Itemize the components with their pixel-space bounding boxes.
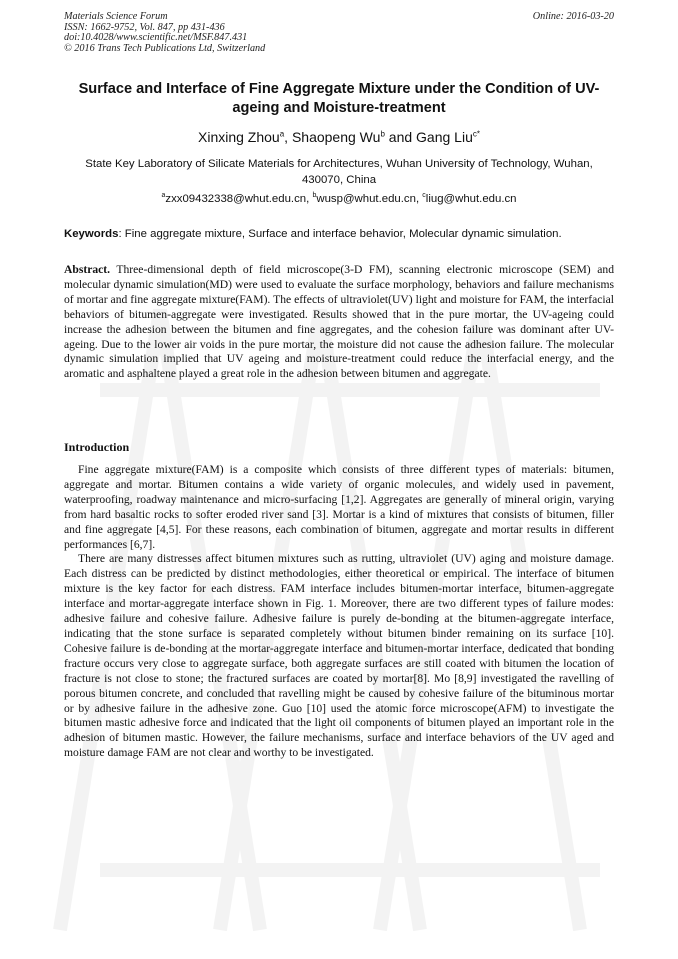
abstract-label: Abstract.: [64, 263, 111, 276]
keywords-text: : Fine aggregate mixture, Surface and interface behavior, Molecular dynamic simulation.: [118, 228, 562, 240]
email-superscript: c: [422, 192, 426, 200]
keywords-label: Keywords: [64, 228, 119, 240]
email-address[interactable]: liug@whut.edu.cn: [425, 193, 517, 205]
email-list: [60, 192, 618, 207]
author-list: [60, 128, 618, 146]
issn-line: ISSN: 1662-9752, Vol. 847, pp 431-436: [64, 21, 225, 33]
paragraph: There are many distresses affect bitumen mixtures such as rutting, ultraviolet (UV) aging and moisture damage. Each distress can be predicted by distinct methodologies, either theoretical or empirical. The interface of bitumen mixture is the key factor for each distress. FAM interface includes bitumen-mortar interface, bitumen-aggregate interface and mortar-aggregate interface shown in Fig. 1. Moreover, there are two different types of failure modes: adhesive failure and cohesive failure. Adhesive failure is purely de-bonding at the bitumen-aggregate interface, indicating that the stone surface is separated completely without bitumen binder remaining on its surface [10]. Cohesive failure is de-bonding at the mortar-aggregate interface and bitumen-mortar interface, dedicated that bonding fracture occurs very close to aggregate surface, both aggregate surfaces are still coated with bitumen the location of fracture is not close to stone; the fractured surfaces are coated by mortar[8]. Mo [8,9] investigated the ravelling of porous bitumen concrete, and concluded that ravelling might be caused by cohesive failure of the bituminous mortar or by adhesive failure in the adhesive zone. Guo [10] used the atomic force microscope(AFM) to investigate the bitumen mastic adhesive force and indicated that the light oil components of bitumen played an important role in the adhesion of bitumen mastic. However, the failure mechanisms, surface and interface behaviors of the UV aged and moisture damage FAM are not clear and worthy to be investigated.: [64, 552, 614, 760]
affiliation: State Key Laboratory of Silicate Materials for Architectures, Wuhan University of Technology, Wuhan, 430070, China: [85, 158, 593, 186]
paper-title: Surface and Interface of Fine Aggregate Mixture under the Condition of UV-ageing and Moisture-treatment: [78, 81, 600, 116]
author-superscript: c*: [472, 129, 480, 139]
abstract: [64, 263, 614, 382]
keywords: [64, 227, 614, 242]
author-name: Shaopeng Wu: [291, 129, 381, 145]
abstract-text: Three-dimensional depth of field microscope(3-D FM), scanning electronic microscope (SEM) and molecular dynamic simulation(MD) were used to evaluate the surface morphology, behaviors and failure mechanisms of mortar and fine aggregate mixture(FAM). The effects of ultraviolet(UV) light and moisture for FAM, the interfacial behaviors of bitumen-aggregate were investigated. Results showed that in the pure mortar, the UV-ageing could increase the adhesion between the bitumen and fine aggregates, and the cohesion failure was dominant after UV-ageing. Due to the lower air voids in the pure mortar, the moisture did not cause the adhesion failure. The molecular dynamic simulation implied that UV ageing and moisture-treatment could reduce the interfacial energy, and the aromatic and asphaltene played a great role in the adhesion between bitumen and aggregate.: [64, 263, 614, 381]
online-date: Online: 2016-03-20: [532, 11, 614, 22]
introduction-body: [64, 463, 614, 761]
journal-name: Materials Science Forum: [64, 11, 168, 22]
email-address[interactable]: wusp@whut.edu.cn,: [316, 193, 423, 205]
author-superscript: b: [380, 129, 385, 139]
doi-line: doi:10.4028/www.scientific.net/MSF.847.431: [64, 32, 248, 44]
author-separator: and: [384, 129, 417, 145]
author-name: Xinxing Zhou: [198, 129, 280, 145]
author-superscript: a: [279, 129, 285, 139]
copyright-line: © 2016 Trans Tech Publications Ltd, Switzerland: [64, 42, 266, 54]
author-name: Gang Liu: [416, 129, 473, 145]
paragraph: Fine aggregate mixture(FAM) is a composite which consists of three different types of materials: bitumen, aggregate and mortar. Bitumen contains a wide variety of organic molecules, and widely used in pavement, waterproofing, roadway maintenance and micro-surfacing [1,2]. Aggregates are generally of mineral origin, varying from hard basaltic rocks to softer eroded river sand [3]. Mortar is a kind of mixtures that consists of bitumen, filler and fine aggregate [4,5]. For these reasons, each combination of bitumen, aggregate and mortar results in different performances [6,7].: [64, 463, 614, 551]
author-separator: ,: [284, 129, 292, 145]
email-address[interactable]: zxx09432338@whut.edu.cn,: [165, 193, 313, 205]
header-citation: [64, 12, 265, 54]
email-superscript: a: [161, 192, 166, 200]
email-superscript: b: [312, 192, 317, 200]
section-heading-introduction: Introduction: [64, 440, 130, 454]
